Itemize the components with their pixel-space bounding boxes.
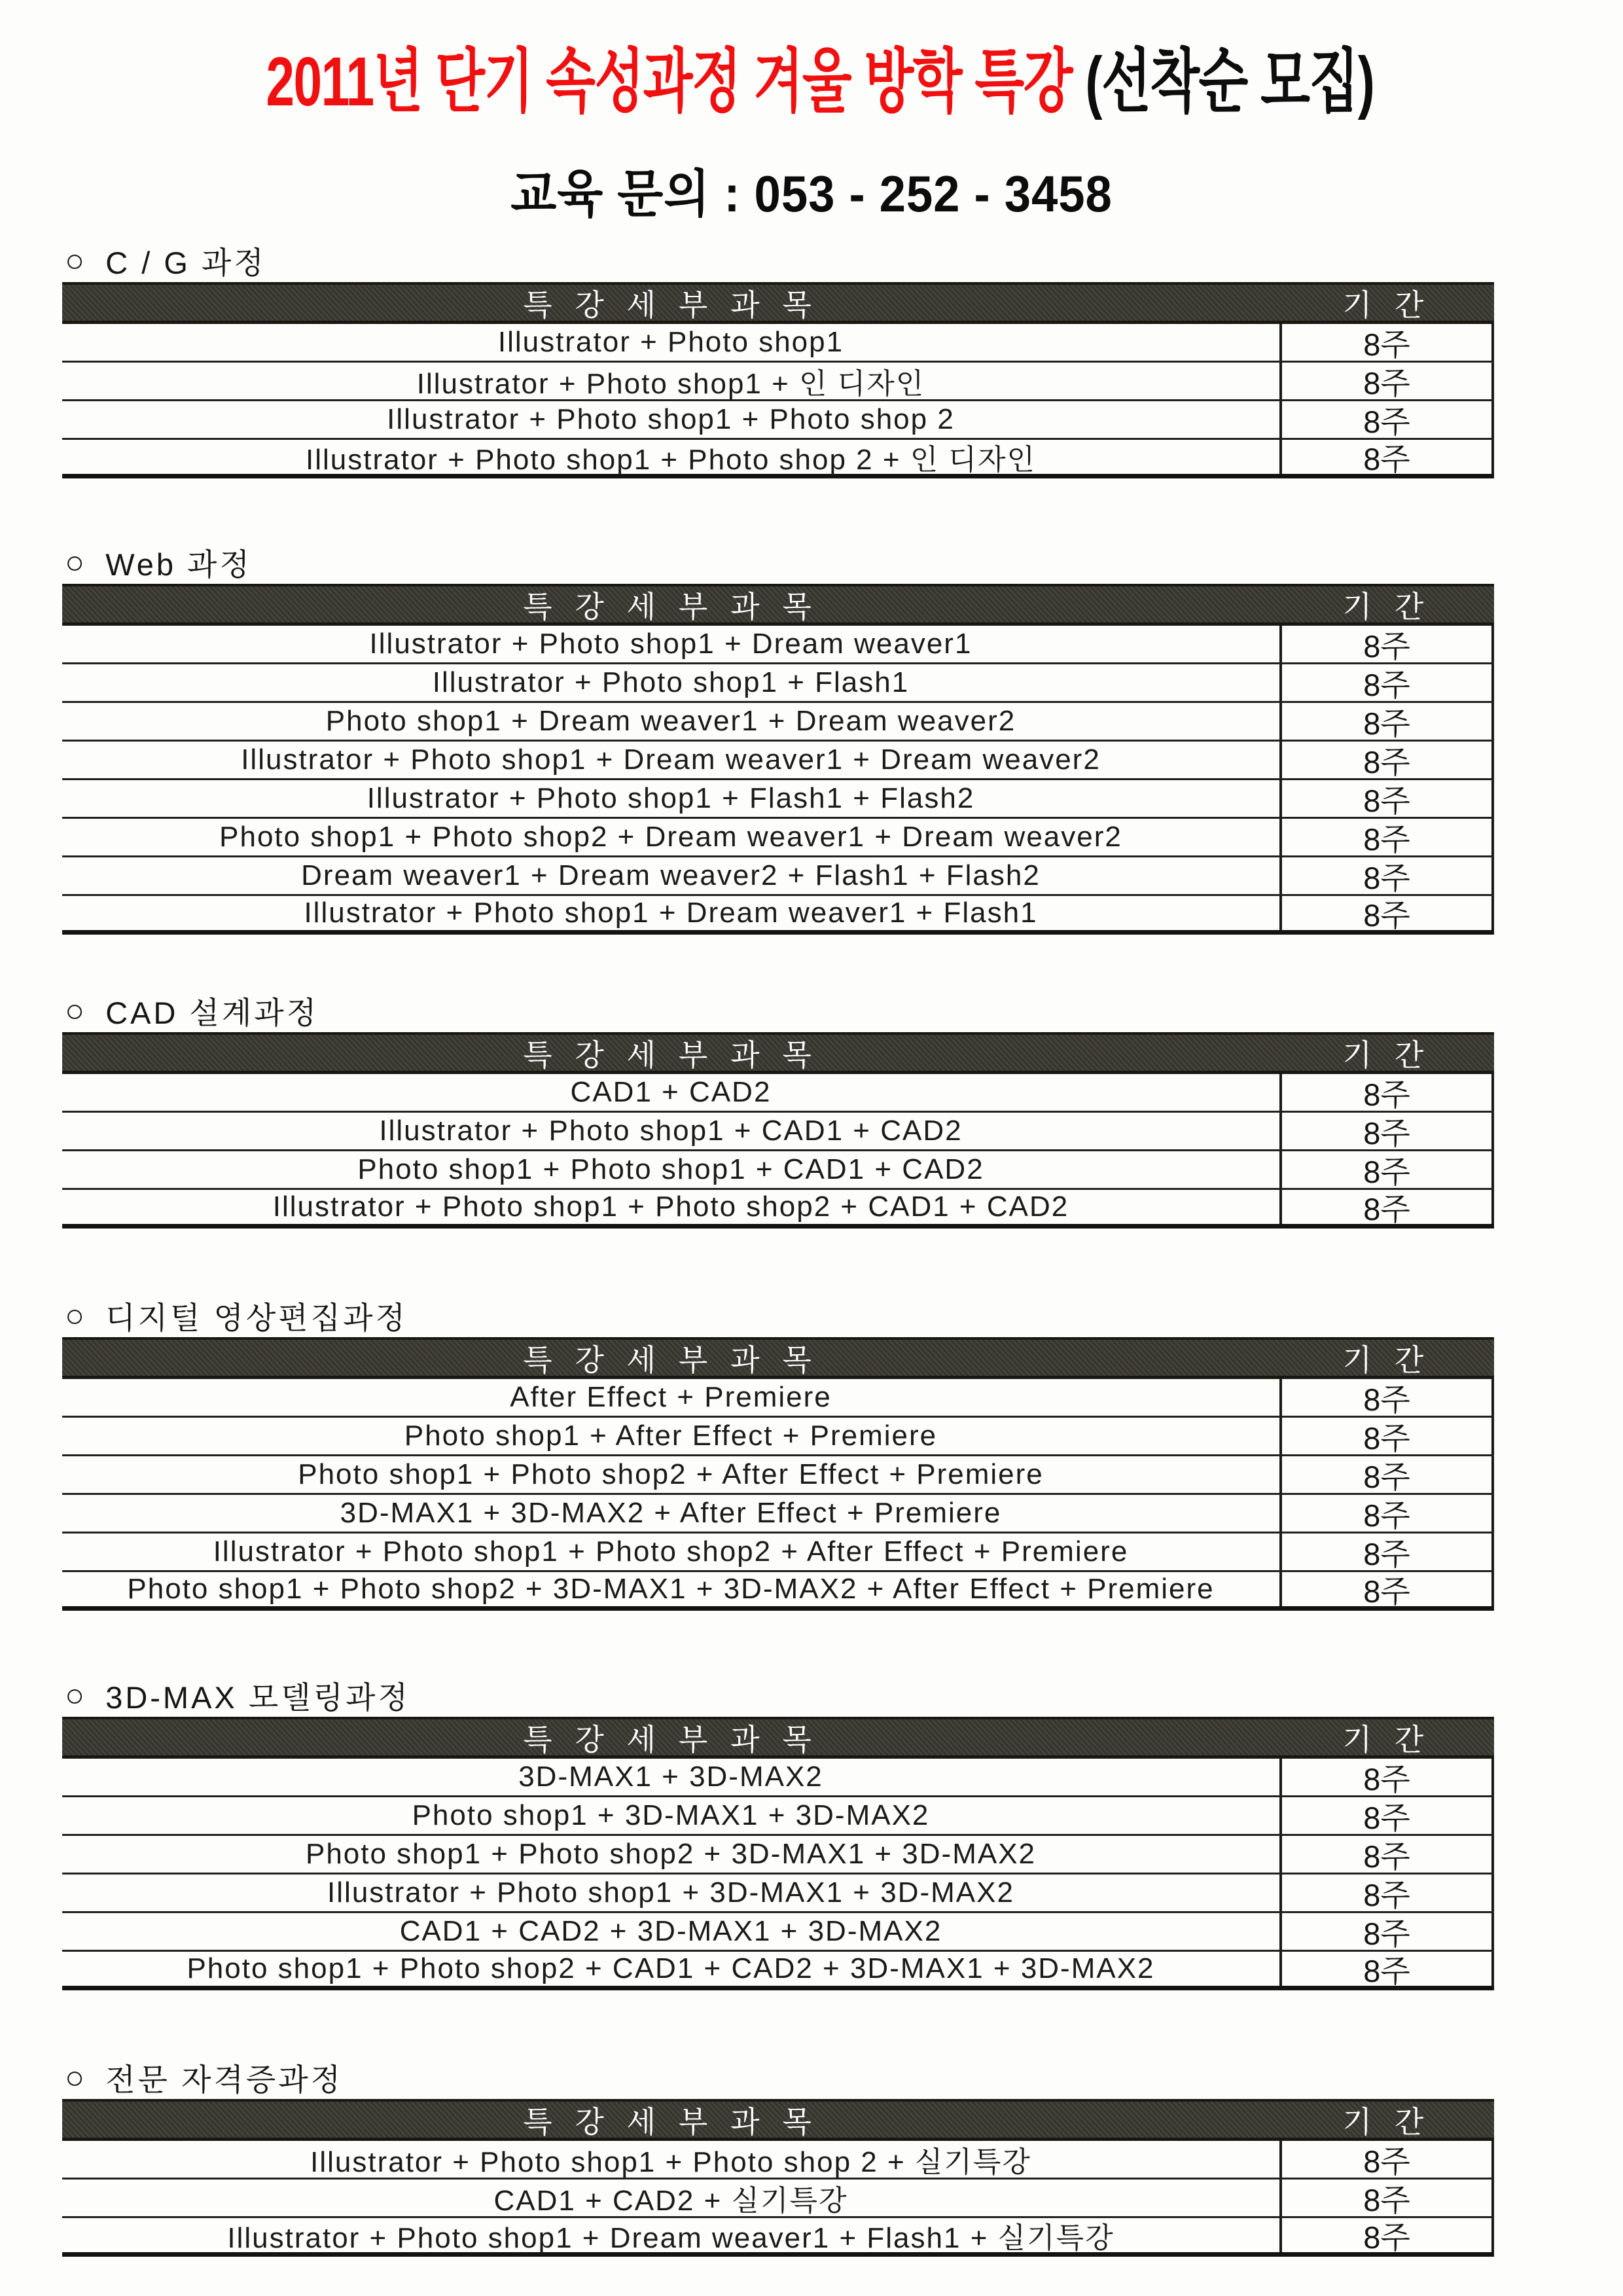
course-cell: Illustrator + Photo shop1 + Photo shop2 + CAD1 + CAD2 (272, 1191, 1069, 1223)
table-header-row (62, 1032, 1494, 1074)
period-cell: 8주 (1279, 1456, 1494, 1493)
period-column-header: 기 간 (1342, 2104, 1431, 2139)
table-row (62, 664, 1494, 703)
table-row (62, 2179, 1494, 2218)
table-row (62, 742, 1494, 780)
table-row (62, 1797, 1494, 1836)
table-row (62, 896, 1494, 935)
table-row (62, 1759, 1494, 1797)
table-body (62, 2141, 1494, 2257)
course-section (62, 2060, 1494, 2257)
section-label-text: 디지털 영상편집과정 (105, 1300, 408, 1335)
period-cell: 8주 (1279, 1379, 1494, 1416)
period-cell: 8주 (1279, 1190, 1494, 1224)
course-cell: Illustrator + Photo shop1 + 인 디자인 (416, 368, 925, 400)
subject-column-header: 특 강 세 부 과 목 (523, 589, 819, 624)
circle-bullet-icon: ○ (65, 2059, 88, 2096)
course-cell: Photo shop1 + Photo shop2 + 3D-MAX1 + 3D-MAX2 + After Effect + Premiere (127, 1573, 1215, 1605)
course-cell: Photo shop1 + After Effect + Premiere (404, 1420, 938, 1452)
course-cell: CAD1 + CAD2 (570, 1076, 772, 1108)
course-cell: Illustrator + Photo shop1 + Dream weaver1 + Dream weaver2 (241, 744, 1101, 776)
course-cell: Photo shop1 + Photo shop2 + 3D-MAX1 + 3D-MAX2 (305, 1838, 1037, 1870)
table-row (62, 626, 1494, 664)
course-cell: CAD1 + CAD2 + 3D-MAX1 + 3D-MAX2 (399, 1915, 942, 1947)
table-header-row (62, 1717, 1494, 1759)
course-table (62, 282, 1494, 478)
table-row (62, 440, 1494, 478)
section-heading (65, 544, 1494, 582)
circle-bullet-icon: ○ (65, 544, 88, 581)
course-section (62, 1299, 1494, 1611)
course-cell: Illustrator + Photo shop1 + Photo shop 2 + 인 디자인 (305, 444, 1037, 476)
subject-column-header: 특 강 세 부 과 목 (523, 2104, 819, 2139)
table-row (62, 1456, 1494, 1495)
course-cell: 3D-MAX1 + 3D-MAX2 (518, 1761, 823, 1793)
course-cell: Photo shop1 + Photo shop2 + Dream weaver1 + Dream weaver2 (219, 821, 1122, 853)
subject-column-header: 특 강 세 부 과 목 (523, 1342, 819, 1377)
course-cell: Illustrator + Photo shop1 (497, 326, 844, 358)
course-table (62, 1337, 1494, 1611)
course-cell: After Effect + Premiere (510, 1381, 832, 1413)
course-cell: Illustrator + Photo shop1 + Dream weaver1 + Flash1 (304, 897, 1038, 929)
table-body (62, 1074, 1494, 1229)
period-cell: 8주 (1279, 1836, 1494, 1873)
table-row (62, 1913, 1494, 1952)
table-row (62, 1379, 1494, 1418)
table-row (62, 857, 1494, 896)
course-cell: Photo shop1 + Photo shop2 + After Effect + Premiere (298, 1458, 1044, 1490)
course-table (62, 1032, 1494, 1229)
table-header-row (62, 584, 1494, 626)
table-header-row (62, 1337, 1494, 1379)
table-row (62, 1952, 1494, 1990)
course-cell: Dream weaver1 + Dream weaver2 + Flash1 + Flash2 (301, 859, 1041, 891)
subject-column-header: 특 강 세 부 과 목 (523, 1722, 819, 1757)
course-table (62, 2099, 1494, 2257)
period-cell: 8주 (1279, 401, 1494, 438)
title-note-text: (선착순 모집) (1085, 43, 1374, 120)
period-cell: 8주 (1279, 1913, 1494, 1950)
course-cell: Illustrator + Photo shop1 + Photo shop 2 (387, 403, 955, 435)
period-cell: 8주 (1279, 626, 1494, 662)
section-label-text: 전문 자격증과정 (105, 2062, 344, 2097)
section-label-text: CAD 설계과정 (105, 995, 319, 1030)
table-row (62, 1074, 1494, 1113)
course-cell: Illustrator + Photo shop1 + Photo shop 2 + 실기특강 (310, 2146, 1031, 2178)
section-heading (65, 994, 1494, 1028)
period-cell: 8주 (1279, 1418, 1494, 1454)
period-column-header: 기 간 (1342, 287, 1431, 322)
table-row (62, 1572, 1494, 1611)
section-label-text: Web 과정 (105, 547, 252, 582)
period-cell: 8주 (1279, 2141, 1494, 2178)
table-row (62, 819, 1494, 857)
period-cell: 8주 (1279, 819, 1494, 855)
course-cell: Illustrator + Photo shop1 + CAD1 + CAD2 (379, 1115, 963, 1147)
course-cell: Illustrator + Photo shop1 + Dream weaver1 (369, 628, 972, 660)
subject-column-header: 특 강 세 부 과 목 (523, 1037, 819, 1072)
period-cell: 8주 (1279, 780, 1494, 817)
course-section (62, 1678, 1494, 1990)
course-cell: 3D-MAX1 + 3D-MAX2 + After Effect + Premiere (340, 1497, 1002, 1529)
circle-bullet-icon: ○ (65, 1677, 88, 1713)
section-label-text: 3D-MAX 모델링과정 (105, 1679, 410, 1715)
period-cell: 8주 (1279, 363, 1494, 399)
table-row (62, 2141, 1494, 2179)
course-table (62, 1717, 1494, 1990)
period-cell: 8주 (1279, 324, 1494, 361)
period-cell: 8주 (1279, 742, 1494, 778)
period-cell: 8주 (1279, 664, 1494, 701)
table-body (62, 324, 1494, 478)
course-cell: Illustrator + Photo shop1 + Flash1 (432, 666, 910, 698)
period-column-header: 기 간 (1342, 1722, 1431, 1757)
table-row (62, 1836, 1494, 1874)
circle-bullet-icon: ○ (65, 992, 88, 1029)
table-body (62, 1759, 1494, 1990)
course-cell: Photo shop1 + Photo shop2 + CAD1 + CAD2 + 3D-MAX1 + 3D-MAX2 (187, 1952, 1155, 1984)
circle-bullet-icon: ○ (65, 1297, 88, 1334)
table-row (62, 1495, 1494, 1534)
period-cell: 8주 (1279, 1113, 1494, 1149)
table-row (62, 401, 1494, 440)
period-cell: 8주 (1279, 2179, 1494, 2216)
period-column-header: 기 간 (1342, 589, 1431, 624)
table-row (62, 2218, 1494, 2257)
period-cell: 8주 (1279, 440, 1494, 474)
table-row (62, 1151, 1494, 1190)
period-cell: 8주 (1279, 1534, 1494, 1570)
section-heading (65, 1299, 1494, 1333)
period-cell: 8주 (1279, 1495, 1494, 1532)
table-row (62, 1113, 1494, 1151)
course-table (62, 584, 1494, 935)
course-cell: CAD1 + CAD2 + 실기특강 (493, 2185, 848, 2217)
section-heading (65, 2059, 1494, 2097)
table-row (62, 1190, 1494, 1229)
table-row (62, 324, 1494, 363)
period-cell: 8주 (1279, 1952, 1494, 1986)
period-cell: 8주 (1279, 1572, 1494, 1606)
table-header-row (62, 282, 1494, 324)
period-cell: 8주 (1279, 703, 1494, 740)
course-cell: Photo shop1 + Photo shop1 + CAD1 + CAD2 (357, 1153, 984, 1185)
table-row (62, 780, 1494, 819)
title-main-text: 2011년 단기 속성과정 겨울 방학 특강 (266, 43, 1086, 120)
table-row (62, 1418, 1494, 1456)
table-row (62, 703, 1494, 742)
table-body (62, 626, 1494, 935)
section-heading (65, 243, 1494, 278)
course-cell: Illustrator + Photo shop1 + 3D-MAX1 + 3D-MAX2 (327, 1876, 1014, 1909)
table-row (62, 1534, 1494, 1572)
table-row (62, 363, 1494, 401)
course-cell: Illustrator + Photo shop1 + Flash1 + Flash2 (366, 782, 975, 814)
course-cell: Photo shop1 + Dream weaver1 + Dream weaver2 (325, 705, 1016, 737)
period-column-header: 기 간 (1342, 1342, 1431, 1377)
period-cell: 8주 (1279, 1151, 1494, 1188)
table-body (62, 1379, 1494, 1611)
contact-phone-line: 교육 문의 : 053 - 252 - 3458 (510, 165, 1113, 223)
period-cell: 8주 (1279, 1074, 1494, 1111)
period-cell: 8주 (1279, 2218, 1494, 2252)
period-cell: 8주 (1279, 1759, 1494, 1795)
period-cell: 8주 (1279, 896, 1494, 930)
period-cell: 8주 (1279, 1874, 1494, 1911)
course-cell: Illustrator + Photo shop1 + Photo shop2 + After Effect + Premiere (213, 1535, 1129, 1568)
subject-column-header: 특 강 세 부 과 목 (523, 287, 819, 322)
page-title (219, 34, 1420, 130)
section-label-text: C / G 과정 (105, 245, 266, 280)
period-column-header: 기 간 (1342, 1037, 1431, 1072)
table-row (62, 1874, 1494, 1913)
course-section (62, 545, 1494, 935)
period-cell: 8주 (1279, 857, 1494, 894)
circle-bullet-icon: ○ (65, 242, 88, 279)
period-cell: 8주 (1279, 1797, 1494, 1834)
course-section (62, 243, 1494, 478)
section-heading (65, 1677, 1494, 1715)
course-cell: Illustrator + Photo shop1 + Dream weaver1 + Flash1 + 실기특강 (227, 2222, 1115, 2254)
course-section (62, 994, 1494, 1229)
table-header-row (62, 2099, 1494, 2141)
course-cell: Photo shop1 + 3D-MAX1 + 3D-MAX2 (412, 1799, 930, 1831)
